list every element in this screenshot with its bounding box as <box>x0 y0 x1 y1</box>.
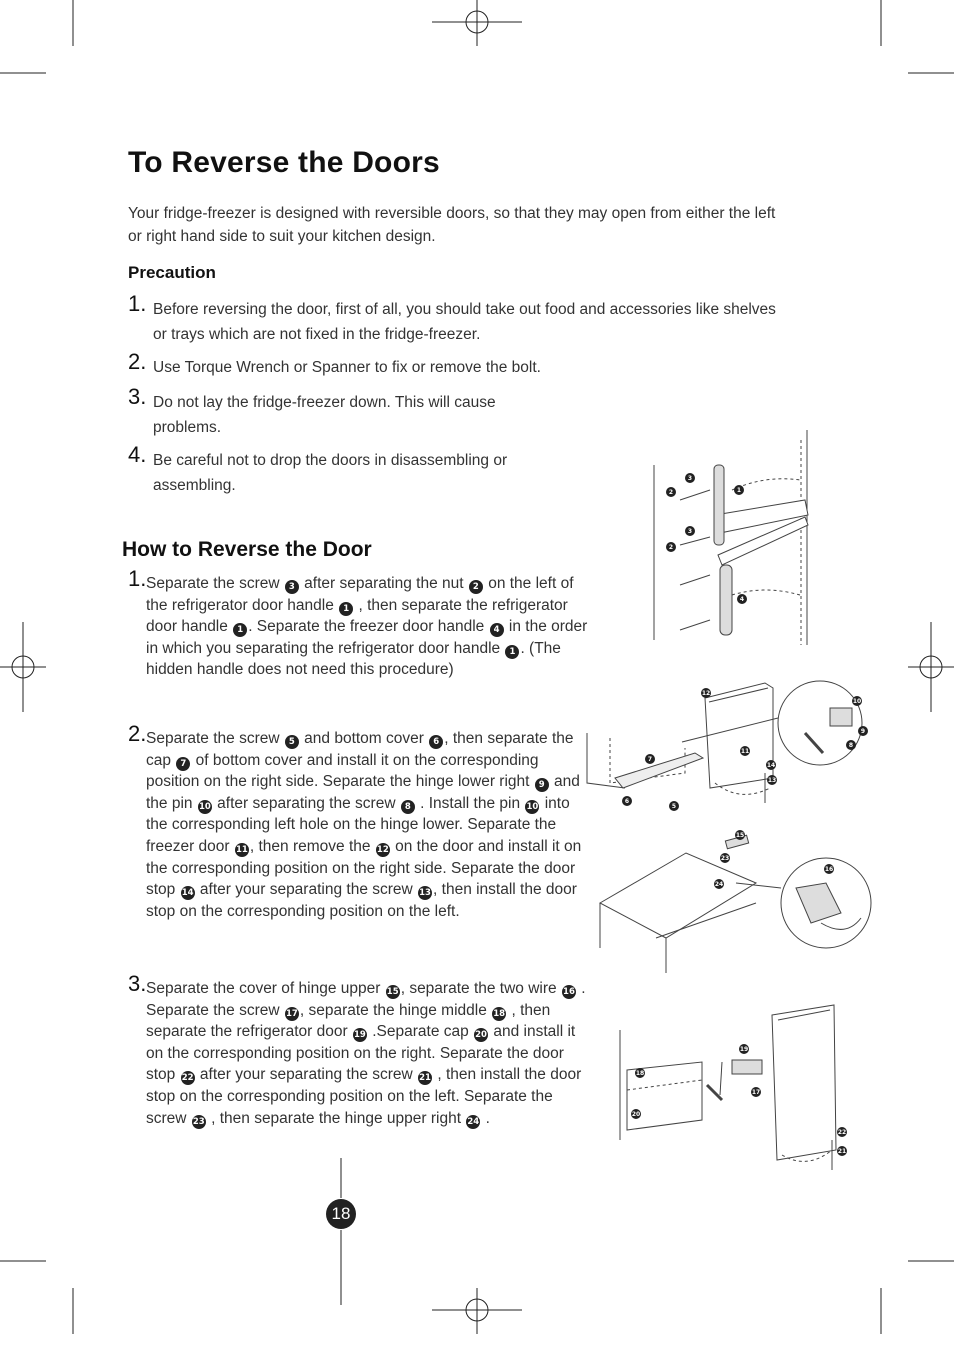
middle-hinge-illustration <box>612 1000 862 1175</box>
svg-text:15: 15 <box>735 832 745 839</box>
step-number: 2. <box>128 721 147 746</box>
step-text-run: , then separate the cap <box>146 730 574 769</box>
part-reference-badge: 1 <box>505 645 519 659</box>
step-text-run: , then separate the refrigerator door <box>146 1001 551 1041</box>
svg-text:2: 2 <box>668 489 674 496</box>
procedure-step <box>128 721 582 922</box>
svg-text:8: 8 <box>848 742 854 749</box>
part-reference-badge: 1 <box>233 623 247 637</box>
part-reference-badge: 23 <box>192 1116 205 1127</box>
svg-text:13: 13 <box>767 777 777 784</box>
part-reference-badge: 21 <box>419 1073 431 1084</box>
step-text-run: Separate the screw <box>146 730 284 747</box>
svg-text:24: 24 <box>714 881 724 888</box>
part-reference-badge: 10 <box>198 801 211 812</box>
svg-text:20: 20 <box>631 1111 641 1118</box>
part-reference-badge: 9 <box>535 778 549 792</box>
step-text-run: , separate the two wire <box>400 980 561 997</box>
part-reference-badge: 14 <box>181 888 194 899</box>
part-reference-badge: 3 <box>285 580 299 594</box>
item-number: 4. <box>128 442 147 467</box>
svg-text:1: 1 <box>736 487 742 494</box>
part-reference-badge: 1 <box>339 602 353 616</box>
step-text-run: , then remove the <box>249 837 375 855</box>
step-text-run: . <box>481 1109 490 1127</box>
svg-text:3: 3 <box>687 475 693 482</box>
precaution-item <box>128 384 503 440</box>
svg-text:19: 19 <box>739 1046 749 1053</box>
part-reference-badge: 17 <box>285 1008 298 1019</box>
part-reference-badge: 19 <box>354 1030 366 1041</box>
step-text-run: , then separate the refrigerator door handle <box>146 596 568 636</box>
step-text-run: . Install the pin <box>415 794 525 812</box>
step-text-run: , then install the door stop on the corresponding position on the left. Separate the screw <box>146 1066 582 1127</box>
item-number: 3. <box>128 384 147 409</box>
svg-text:23: 23 <box>720 855 730 862</box>
step-text-run: into the corresponding left hole on the hinge lower. Separate the freezer door <box>146 794 570 855</box>
step-text-run: . Separate the freezer door handle <box>248 618 489 636</box>
figure-badges <box>666 473 747 604</box>
step-number: 3. <box>128 971 147 996</box>
part-reference-badge: 16 <box>563 987 575 997</box>
part-reference-badge: 10 <box>526 801 539 812</box>
page-title: To Reverse the Doors <box>128 146 440 179</box>
part-reference-badge: 2 <box>469 580 483 594</box>
step-text-run: and bottom cover <box>299 730 429 747</box>
part-reference-badge: 22 <box>181 1073 194 1084</box>
part-reference-badge: 18 <box>493 1008 506 1019</box>
part-reference-badge: 12 <box>376 844 389 855</box>
step-text-run: and install it on the corresponding position on the right. Separate the door stop <box>146 1023 576 1084</box>
step-text-run: , separate the hinge middle <box>299 1001 492 1019</box>
step-text-run: .Separate cap <box>367 1023 474 1041</box>
step-text-run: after your separating the screw <box>195 881 418 899</box>
step-text-run: Separate the screw <box>146 575 284 592</box>
step-text-run: , then separate the hinge upper right <box>206 1109 466 1127</box>
part-reference-badge: 15 <box>386 987 399 997</box>
step-text-run: . (The hidden handle does not need this procedure) <box>146 639 561 679</box>
svg-text:3: 3 <box>687 528 693 535</box>
step-text-run: of bottom cover and install it on the corresponding position on the right side. Separate the hinge lower right <box>146 751 539 791</box>
item-text: Be careful not to drop the doors in disassembling or assembling. <box>153 452 508 494</box>
svg-text:7: 7 <box>647 756 653 763</box>
svg-text:6: 6 <box>624 798 630 805</box>
intro-paragraph: Your fridge-freezer is designed with reversible doors, so that they may open from either the left or right hand side to suit your kitchen design. <box>128 205 776 245</box>
step-text-run: Separate the cover of hinge upper <box>146 980 385 997</box>
lower-hinge-illustration <box>585 678 875 813</box>
procedure-step <box>128 566 594 681</box>
item-text: Do not lay the fridge-freezer down. This will cause problems. <box>153 394 496 436</box>
step-text-run: in the order in which you separating the refrigerator door handle <box>146 618 588 657</box>
part-reference-badge: 5 <box>285 735 299 749</box>
step-number: 1. <box>128 566 147 591</box>
svg-text:22: 22 <box>837 1129 847 1136</box>
svg-text:16: 16 <box>824 866 834 873</box>
precaution-item <box>128 349 788 380</box>
svg-text:4: 4 <box>739 596 745 603</box>
part-reference-badge: 4 <box>490 623 504 637</box>
item-number: 2. <box>128 349 147 374</box>
svg-text:12: 12 <box>701 690 711 697</box>
precaution-heading: Precaution <box>128 263 216 282</box>
part-reference-badge: 13 <box>419 888 431 899</box>
part-reference-badge: 24 <box>467 1116 480 1127</box>
step-text-run: on the door and install it on the corresponding position on the right side. Separate the door stop <box>146 837 582 899</box>
page-number: 18 <box>326 1199 356 1229</box>
svg-text:10: 10 <box>852 698 862 705</box>
step-text <box>146 978 586 1129</box>
step-text-run: after separating the nut <box>299 575 468 592</box>
svg-text:5: 5 <box>671 803 677 810</box>
upper-hinge-cover-illustration <box>596 828 876 973</box>
precaution-item <box>128 291 788 347</box>
step-text <box>146 573 594 681</box>
part-reference-badge: 20 <box>475 1030 487 1041</box>
svg-text:2: 2 <box>668 544 674 551</box>
svg-text:21: 21 <box>837 1148 847 1155</box>
part-reference-badge: 6 <box>429 735 443 749</box>
step-text-run: , then install the door stop on the corresponding position on the left. <box>146 881 577 920</box>
part-reference-badge: 11 <box>235 844 248 855</box>
step-text-run: and the pin <box>146 773 580 812</box>
svg-text:18: 18 <box>635 1070 645 1077</box>
handle-removal-illustration <box>640 425 820 650</box>
how-to-heading: How to Reverse the Door <box>122 538 372 561</box>
svg-text:14: 14 <box>766 762 776 769</box>
step-text-run: after your separating the screw <box>195 1066 418 1084</box>
precaution-item <box>128 442 538 498</box>
item-number: 1. <box>128 291 147 316</box>
item-text: Use Torque Wrench or Spanner to fix or remove the bolt. <box>153 359 541 376</box>
item-text: Before reversing the door, first of all, you should take out food and accessories like shelves or trays which are not fixed in the fridge-freezer. <box>153 301 776 343</box>
step-text <box>146 728 582 922</box>
svg-text:11: 11 <box>740 748 750 755</box>
part-reference-badge: 8 <box>401 800 415 814</box>
svg-text:17: 17 <box>751 1089 761 1096</box>
part-reference-badge: 7 <box>176 757 190 771</box>
step-text-run: on the left of the refrigerator door handle <box>146 575 574 614</box>
procedure-step <box>128 971 586 1129</box>
step-text-run: after separating the screw <box>212 794 400 812</box>
svg-text:9: 9 <box>860 728 866 735</box>
step-text-run: . Separate the screw <box>146 980 586 1019</box>
